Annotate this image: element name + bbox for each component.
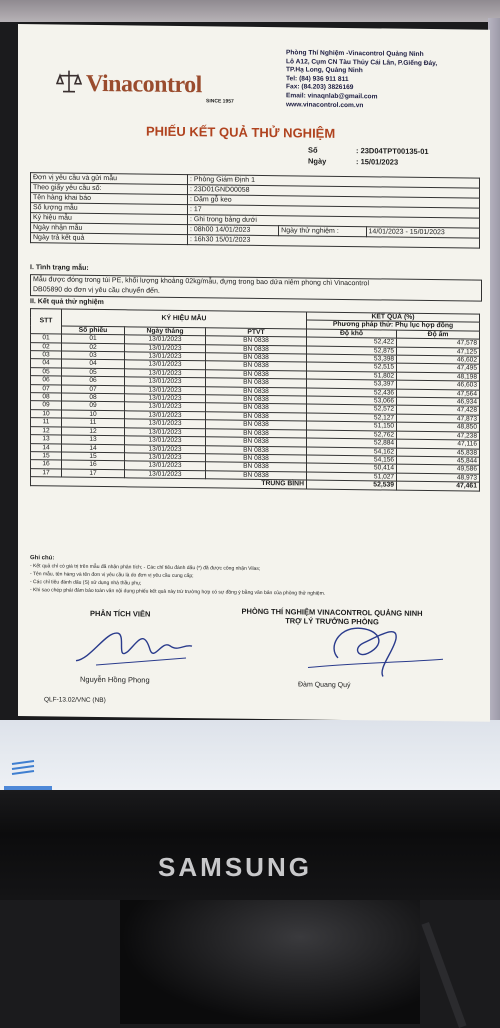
cell-date: 13/01/2023 [125,453,206,462]
cell-ptvt: BN 0838 [206,445,307,455]
cell-ticket: 08 [62,393,125,402]
cell-ticket: 03 [62,351,125,360]
note-line: - Khi sao chép phải đảm bảo toàn văn nội dung phiếu kết quả này trừ trường hợp có sự đồng ý bằng văn bản của phòng thử nghiệm. [30,587,326,597]
cell-moisture: 45,844 [397,456,480,465]
info-label: Ngày nhận mẫu [31,223,188,235]
cell-date: 13/01/2023 [125,369,206,378]
cell-date: 13/01/2023 [125,411,206,420]
analyst-name: Nguyễn Hồng Phong [80,674,150,685]
cell-ticket: 06 [62,376,125,385]
cell-ptvt: BN 0838 [206,395,307,405]
cell-ptvt: BN 0838 [206,344,307,354]
lab-line: www.vinacontrol.com.vn [286,100,364,109]
cell-stt: 07 [31,384,62,393]
report-number-label: Số [308,145,318,155]
cell-dryness: 52,762 [307,430,397,440]
col-result: KẾT QUẢ (%) [307,312,480,323]
cell-stt: 05 [31,367,62,376]
cell-ticket: 14 [62,444,125,453]
cell-moisture: 47,125 [397,347,480,356]
notes-title: Ghi chú: [30,555,55,562]
lab-address-block [286,49,486,112]
cell-ticket: 05 [62,368,125,377]
cell-ticket: 04 [62,359,125,368]
cell-date: 13/01/2023 [125,343,206,352]
menu-lines-icon[interactable] [10,758,38,778]
company-name: Vinacontrol [86,70,202,99]
monitor-brand: SAMSUNG [158,852,312,882]
cell-ptvt: BN 0838 [206,454,307,464]
lab-signatory-title: TRỢ LÝ TRƯỞNG PHÒNG [285,616,379,627]
cell-dryness: 53,397 [307,379,397,389]
cell-moisture: 46,934 [397,397,480,406]
cell-moisture: 47,578 [397,338,480,347]
cell-dryness: 52,422 [307,337,397,347]
cell-ptvt: BN 0838 [206,403,307,413]
cell-ptvt: BN 0838 [206,336,307,346]
cell-stt: 06 [31,376,62,385]
info-label: Tên hàng khai báo [31,193,188,205]
lab-line: Tel: (84) 936 911 811 [286,75,349,83]
note-line: - Kết quả chỉ có giá trị trên mẫu đã nhận phân tích; - Các chỉ tiêu đánh dấu (*) đã được công nhận Vilas; [30,563,261,572]
cell-stt: 01 [31,334,62,343]
cell-dryness: 50,414 [307,463,397,473]
info-value: : Dăm gỗ keo [188,195,480,209]
cell-dryness: 52,572 [307,404,397,414]
cell-date: 13/01/2023 [125,394,206,403]
cell-ptvt: BN 0838 [206,412,307,422]
cell-ptvt: BN 0838 [206,437,307,447]
cell-ticket: 02 [62,343,125,352]
cell-moisture: 45,838 [397,448,480,457]
monitor-cable [421,922,466,1028]
lab-line: Phòng Thí Nghiệm -Vinacontrol Quảng Ninh [286,49,424,58]
form-code: QLF-13.02/VNC (NB) [44,696,106,705]
cell-stt: 02 [31,342,62,351]
cell-moisture: 48,198 [397,372,480,381]
scales-logo-icon [56,68,82,94]
col-moisture: Độ ẩm [397,330,480,339]
lab-line: Fax: (84.203) 3826169 [286,83,354,92]
col-dryness: Độ khô [307,329,397,339]
cell-ptvt: BN 0838 [206,353,307,363]
col-sample-code: KÝ HIỆU MẪU [62,309,307,329]
cell-moisture: 47,116 [397,439,480,448]
cell-ticket: 09 [62,402,125,411]
cell-dryness: 53,066 [307,396,397,406]
note-line: - Các chỉ tiêu đánh dấu (S) sử dụng nhà thầu phụ; [30,579,142,587]
cell-date: 13/01/2023 [125,444,206,453]
test-date-label: Ngày thử nghiệm : [279,226,366,237]
results-table [30,308,480,491]
cell-ticket: 13 [62,435,125,444]
lab-signatory-org: PHÒNG THÍ NGHIỆM VINACONTROL QUẢNG NINH [241,606,423,618]
cell-ptvt: BN 0838 [206,370,307,380]
cell-ticket: 11 [62,418,125,427]
info-label: Số lượng mẫu [31,203,188,215]
info-value: : 08h00 14/01/2023 [188,225,279,236]
info-label: Ký hiệu mẫu [31,213,188,225]
cell-moisture: 47,873 [397,414,480,423]
report-date: : 15/01/2023 [356,157,399,167]
cell-ticket: 07 [62,385,125,394]
cell-dryness: 51,802 [307,371,397,381]
cell-dryness: 52,127 [307,413,397,423]
info-value: : 17 [188,205,480,219]
cell-moisture: 47,495 [397,364,480,373]
info-label: Theo giấy yêu cầu số: [31,183,188,195]
cell-ptvt: BN 0838 [206,428,307,438]
cell-dryness: 52,515 [307,362,397,372]
cell-ptvt: BN 0838 [206,386,307,396]
cell-stt: 13 [31,435,62,444]
col-ticket: Số phiếu [62,326,125,335]
sample-status-line: Mẫu được đóng trong túi PE, khối lượng khoảng 02kg/mẫu, đựng trong bao dứa niêm phong chì Vinacontrol [33,276,370,288]
cell-moisture: 47,428 [397,406,480,415]
cell-date: 13/01/2023 [125,360,206,369]
cell-ptvt: BN 0838 [206,361,307,371]
col-method: Phương pháp thử: Phụ lục hợp đồng [307,320,480,331]
average-dryness: 52,539 [307,480,397,490]
analyst-signature [66,621,196,673]
cell-dryness: 54,162 [307,447,397,457]
info-label: Đơn vị yêu cầu và gửi mẫu [31,173,188,185]
cell-ptvt: BN 0838 [206,378,307,388]
monitor-bezel [0,790,500,900]
cell-stt: 17 [31,468,62,477]
test-date-value: 14/01/2023 - 15/01/2023 [366,227,479,238]
cell-date: 13/01/2023 [125,385,206,394]
cell-ticket: 16 [62,460,125,469]
analyst-title: PHÂN TÍCH VIÊN [90,608,151,619]
cell-stt: 03 [31,351,62,360]
assistant-head-name: Đàm Quang Quý [298,681,351,690]
cell-ticket: 01 [62,334,125,343]
cell-stt: 09 [31,401,62,410]
taskbar [0,720,500,790]
cell-date: 13/01/2023 [125,419,206,428]
cell-ticket: 17 [62,469,125,478]
cell-stt: 10 [31,410,62,419]
cell-date: 13/01/2023 [125,427,206,436]
notes-block [30,554,480,599]
test-report-document [18,24,490,722]
cell-dryness: 52,875 [307,346,397,356]
cell-moisture: 47,564 [397,389,480,398]
cell-moisture: 47,238 [397,431,480,440]
info-value: : 23D01GND00058 [188,185,480,199]
cell-dryness: 51,150 [307,421,397,431]
cell-moisture: 46,602 [397,355,480,364]
info-value: : Phòng Giám Định 1 [188,175,480,189]
cell-stt: 08 [31,393,62,402]
lab-line: Email: vinaqnlab@gmail.com [286,92,378,101]
average-moisture: 47,461 [397,481,480,490]
cell-moisture: 48,973 [397,473,480,482]
cell-date: 13/01/2023 [125,335,206,344]
cell-stt: 11 [31,418,62,427]
cell-dryness: 51,027 [307,472,397,482]
monitor-stand [120,900,420,1024]
cell-ticket: 10 [62,410,125,419]
sample-status-line: DB05890 do đơn vị yêu cầu chuyển đến. [33,286,160,295]
cell-ptvt: BN 0838 [206,462,307,472]
cell-stt: 04 [31,359,62,368]
info-value: : Ghi trong bảng dưới [188,215,480,229]
col-ptvt: PTVT [206,328,307,338]
col-stt: STT [31,309,62,335]
cell-date: 13/01/2023 [125,470,206,479]
screen-top-edge [0,0,500,22]
info-label: Ngày trả kết quả [31,233,188,245]
cell-dryness: 53,398 [307,354,397,364]
lab-line: Lô A12, Cụm CN Tàu Thủy Cái Lân, P.Giếng Đáy, [286,57,438,67]
report-date-label: Ngày [308,156,327,166]
cell-date: 13/01/2023 [125,436,206,445]
results-body [31,334,480,482]
report-number: : 23D04TPT00135-01 [356,146,429,157]
cell-dryness: 52,436 [307,388,397,398]
cell-ticket: 12 [62,427,125,436]
col-date: Ngày tháng [125,327,206,336]
cell-stt: 16 [31,460,62,469]
cell-stt: 12 [31,426,62,435]
cell-ptvt: BN 0838 [206,471,307,481]
cell-date: 13/01/2023 [125,461,206,470]
cell-moisture: 49,586 [397,464,480,473]
cell-stt: 15 [31,452,62,461]
cell-date: 13/01/2023 [125,402,206,411]
request-info-table [30,172,480,248]
lab-line: TP.Hạ Long, Quảng Ninh [286,66,363,75]
section-results-title: II. Kết quả thử nghiệm [30,298,104,307]
cell-dryness: 52,884 [307,438,397,448]
average-label: TRUNG BÌNH [31,477,307,489]
cell-date: 13/01/2023 [125,352,206,361]
sample-status-text [30,274,482,302]
cell-ticket: 15 [62,452,125,461]
assistant-head-signature [298,617,448,681]
note-line: - Tên mẫu, tên hàng và tên đơn vị yêu cầu là do đơn vị yêu cầu cung cấp; [30,571,194,580]
report-title: PHIẾU KẾT QUẢ THỬ NGHIỆM [146,123,336,141]
cell-moisture: 46,603 [397,380,480,389]
cell-date: 13/01/2023 [125,377,206,386]
cell-stt: 14 [31,443,62,452]
info-value: : 16h30 15/01/2023 [188,235,480,249]
cell-moisture: 48,850 [397,422,480,431]
cell-dryness: 54,156 [307,455,397,465]
company-since: SINCE 1957 [206,98,234,105]
cell-ptvt: BN 0838 [206,420,307,430]
section-sample-status-title: I. Tình trạng mẫu: [30,264,89,272]
